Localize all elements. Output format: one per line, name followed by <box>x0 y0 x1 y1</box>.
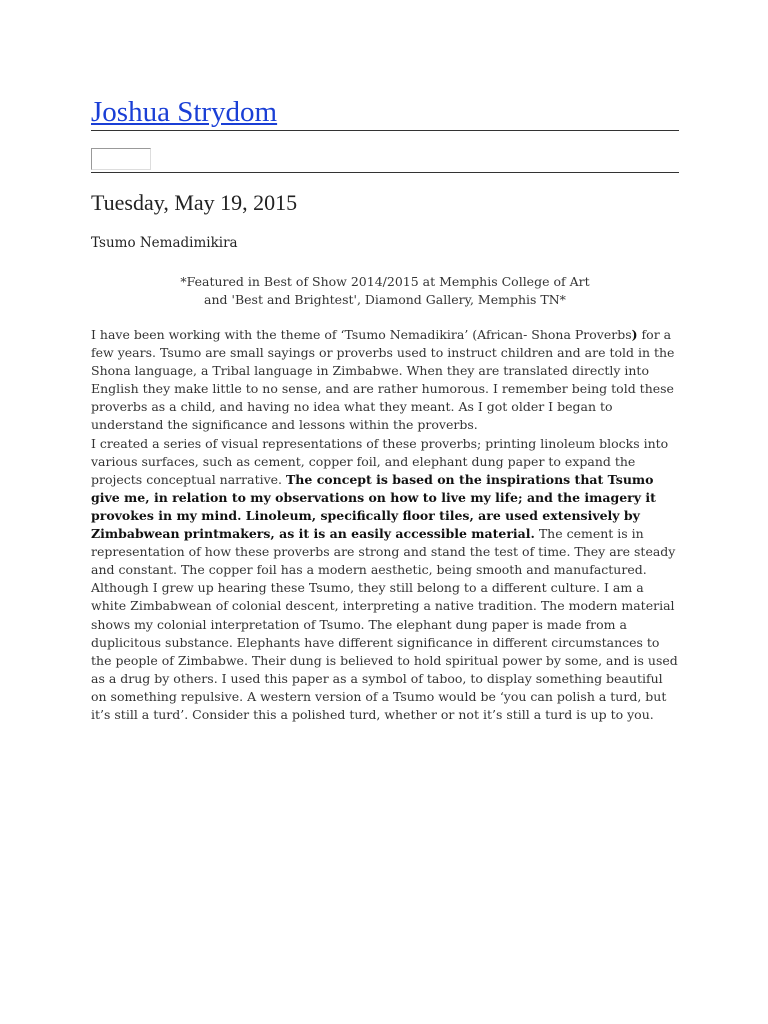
post-body <box>91 326 681 724</box>
post-paragraph-2-text-cont: The cement is in representation of how these proverbs are strong and stand the test of time. They are steady and constant. The copper foil has a modern aesthetic, being smooth and manufactured. Although I grew up hearing these Tsumo, they still belong to a different culture. I am a white Zimbabwean of colonial descent, interpreting a native tradition. The modern material shows my colonial interpretation of Tsumo. The elephant dung paper is made from a duplicitous substance. Elephants have different significance in different circumstances to the people of Zimbabwe. Their dung is believed to hold spiritual power by some, and is used as a drug by others. I used this paper as a symbol of taboo, to display something beautiful on something repulsive. A western version of a Tsumo would be ‘you can polish a turd, but it’s still a turd’. Consider this a polished turd, whether or not it’s still a turd is up to you. <box>91 526 678 722</box>
post-paragraph-1-text: I have been working with the theme of ‘Tsumo Nemadikira’ (African- Shona Proverbs <box>91 327 632 342</box>
post-paragraph-1 <box>91 326 681 435</box>
blog-title <box>91 93 277 131</box>
blog-header <box>91 0 679 131</box>
featured-note <box>91 273 679 309</box>
post-paragraph-2 <box>91 435 681 725</box>
post-paragraph-2-text: I created a series of visual representations of these proverbs; printing linoleum blocks into various surfaces, such as cement, copper foil, and elephant dung paper to expand the projects conceptual narrative. <box>91 435 669 487</box>
navbar-box[interactable] <box>91 148 151 170</box>
featured-note-line-1: *Featured in Best of Show 2014/2015 at Memphis College of Art <box>180 274 590 289</box>
blog-page <box>91 0 679 173</box>
post-title: Tsumo Nemadimikira <box>91 235 238 251</box>
featured-note-line-2: and 'Best and Brightest', Diamond Gallery, Memphis TN* <box>204 292 566 307</box>
date-header: Tuesday, May 19, 2015 <box>91 190 298 215</box>
blog-title-link[interactable]: Joshua Strydom <box>91 96 278 128</box>
post-paragraph-1-text-cont: for a few years. Tsumo are small sayings or proverbs used to instruct children and are told in the Shona language, a Tribal language in Zimbabwe. When they are translated directly into English they make little to no sense, and are rather humorous. I remember being told these proverbs as a child, and having no idea what they meant. As I got older I began to understand the significance and lessons within the proverbs. <box>91 327 675 433</box>
post-paragraph-2-bold: The concept is based on the inspirations that Tsumo give me, in relation to my observations on how to live my life; and the imagery it provokes in my mind. Linoleum, specifically floor tiles, are used extensively by Zimbabwean printmakers, as it is an easily accessible material. <box>91 471 656 542</box>
post-paragraph-1-paren: ) <box>631 327 638 342</box>
navbar <box>91 131 679 173</box>
